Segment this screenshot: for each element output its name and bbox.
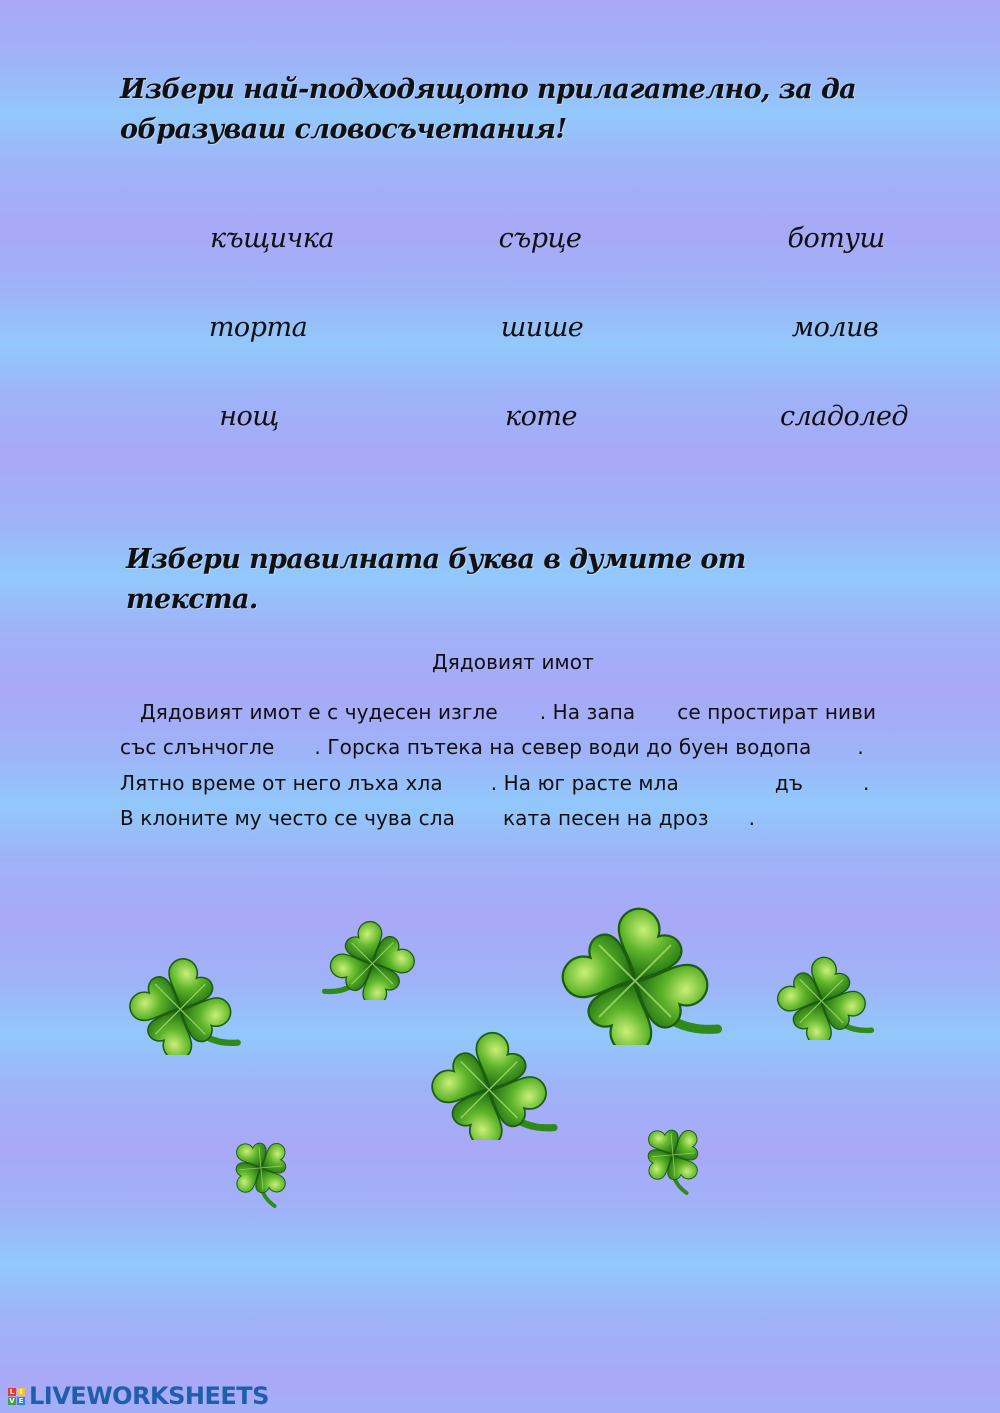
- exercise-2-heading: Избери правилната буква в думите от текста.: [126, 544, 746, 615]
- text-fragment: Лятно време от него лъха хла: [120, 771, 443, 795]
- text-fragment: .: [863, 771, 870, 795]
- noun-word: сладолед: [779, 401, 909, 432]
- text-fragment: със слънчогле: [120, 735, 275, 759]
- exercise-1-heading: Избери най-подходящото прилагателно, за да образуваш словосъчетания!: [120, 74, 857, 145]
- four-leaf-clover-icon: [560, 905, 725, 1045]
- logo-mark: [8, 1388, 25, 1405]
- noun-word: сърце: [498, 223, 582, 254]
- paragraph-line: [120, 771, 870, 795]
- text-fragment: се простират ниви: [677, 700, 877, 724]
- liveworksheets-logo[interactable]: [8, 1382, 269, 1410]
- noun-word: къщичка: [209, 223, 335, 254]
- noun-word: торта: [208, 312, 308, 343]
- footer-brand: LIVEWORKSHEETS: [29, 1382, 269, 1410]
- logo-letter: I: [17, 1388, 25, 1396]
- text-fragment: . На запа: [539, 700, 636, 724]
- paragraph-line: [140, 700, 876, 724]
- noun-word: молив: [791, 312, 879, 343]
- noun-word: шише: [500, 312, 584, 343]
- text-title: Дядовият имот: [432, 650, 594, 674]
- noun-word: ботуш: [787, 223, 885, 254]
- text-fragment: .: [857, 735, 864, 759]
- text-fragment: Дядовият имот е с чудесен изгле: [140, 700, 498, 724]
- text-fragment: . Горска пътека на север води до буен водопа: [314, 735, 812, 759]
- paragraph-line: [120, 735, 864, 759]
- four-leaf-clover-icon: [318, 920, 418, 1000]
- noun-word: коте: [505, 401, 577, 432]
- four-leaf-clover-icon: [128, 955, 243, 1055]
- text-fragment: ката песен на дроз: [502, 806, 709, 830]
- four-leaf-clover-icon: [430, 1030, 560, 1140]
- text-fragment: В клоните му често се чува сла: [120, 806, 455, 830]
- four-leaf-clover-icon: [230, 1128, 300, 1208]
- four-leaf-clover-icon: [776, 955, 876, 1040]
- noun-word: нощ: [219, 401, 279, 432]
- logo-letter: E: [18, 1396, 24, 1405]
- logo-letter: V: [9, 1396, 15, 1405]
- text-fragment: дъ: [774, 771, 804, 795]
- paragraph-line: [120, 806, 755, 830]
- text-fragment: .: [748, 806, 756, 830]
- text-fragment: . На юг расте мла: [490, 771, 679, 795]
- four-leaf-clover-icon: [642, 1115, 712, 1195]
- logo-letter: L: [9, 1387, 15, 1396]
